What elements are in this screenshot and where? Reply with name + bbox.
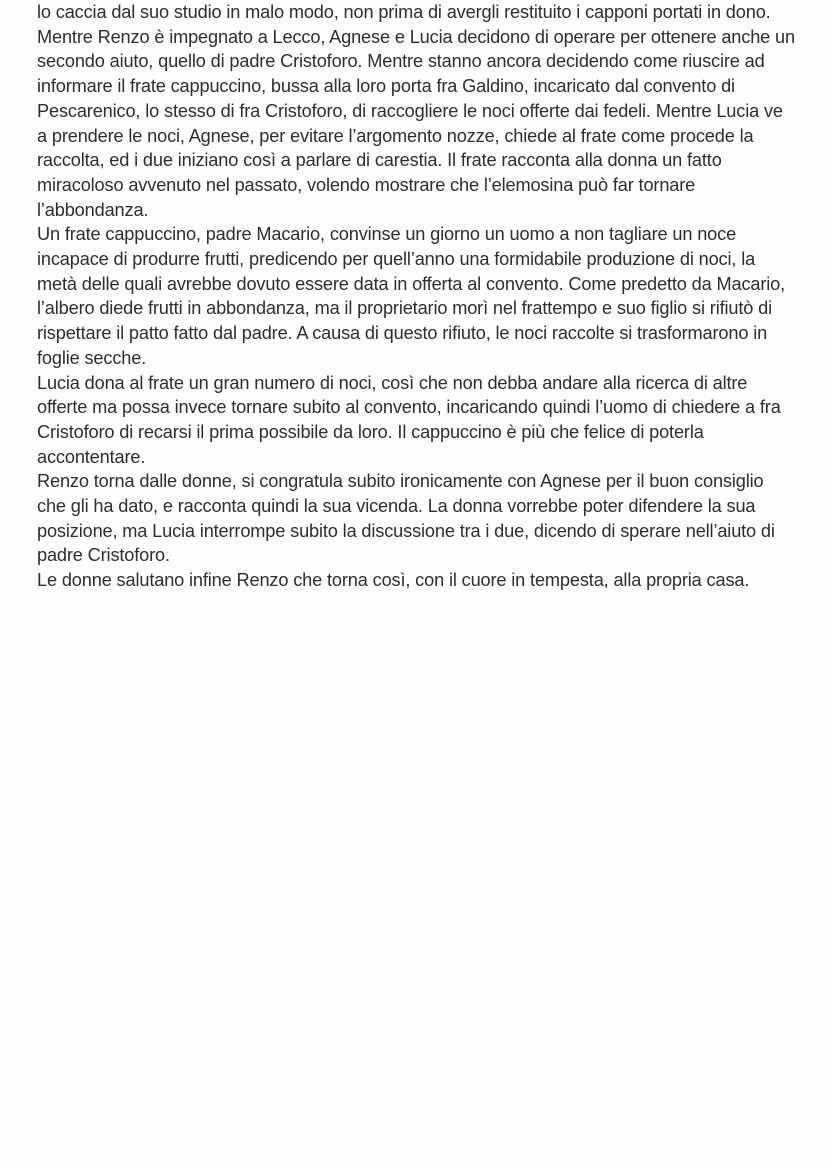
paragraph-lucia-gift: Lucia dona al frate un gran numero di noci, così che non debba andare alla ricerca di altre offerte ma possa invece tornare subito al convento, incaricando quindi l’uomo di chiedere a fra Cristoforo di recarsi il prima possibile da loro. Il cappuccino è più che felice di poterla accontentare. [37,372,781,467]
document-body [37,0,797,593]
paragraph-macario-miracle: Un frate cappuccino, padre Macario, convinse un giorno un uomo a non tagliare un noce incapace di produrre frutti, predicendo per quell’anno una formidabile produzione di noci, la metà delle quali avrebbe dovuto essere data in offerta al convento. Come predetto da Macario, l’albero diede frutti in abbondanza, ma il proprietario morì nel frattempo e suo figlio si rifiutò di rispettare il patto fatto dal padre. A causa di questo rifiuto, le noci raccolte si trasformarono in foglie secche. [37,224,786,368]
paragraph-renzo-returns: Renzo torna dalle donne, si congratula subito ironicamente con Agnese per il buon consiglio che gli ha dato, e racconta quindi la sua vicenda. La donna vorrebbe poter difendere la sua posizione, ma Lucia interrompe subito la discussione tra i due, dicendo di sperare nell’aiuto di padre Cristoforo. [37,471,775,566]
paragraph-galdino-visit: Mentre Renzo è impegnato a Lecco, Agnese e Lucia decidono di operare per ottenere anche un secondo aiuto, quello di padre Cristoforo. Mentre stanno ancora decidendo come riuscire ad informare il frate cappuccino, bussa alla loro porta fra Galdino, incaricato dal convento di Pescarenico, lo stesso di fra Cristoforo, di raccogliere le noci offerte dai fedeli. Mentre Lucia ve a prendere le noci, Agnese, per evitare l’argomento nozze, chiede al frate come procede la raccolta, ed i due iniziano così a parlare di carestia. Il frate racconta alla donna un fatto miracoloso avvenuto nel passato, volendo mostrare che l’elemosina può far tornare l’abbondanza. [37,26,795,220]
paragraph-intro-ending: lo caccia dal suo studio in malo modo, non prima di avergli restituito i capponi portati in dono. [37,2,771,22]
paragraph-farewell: Le donne salutano infine Renzo che torna così, con il cuore in tempesta, alla propria casa. [37,570,750,591]
